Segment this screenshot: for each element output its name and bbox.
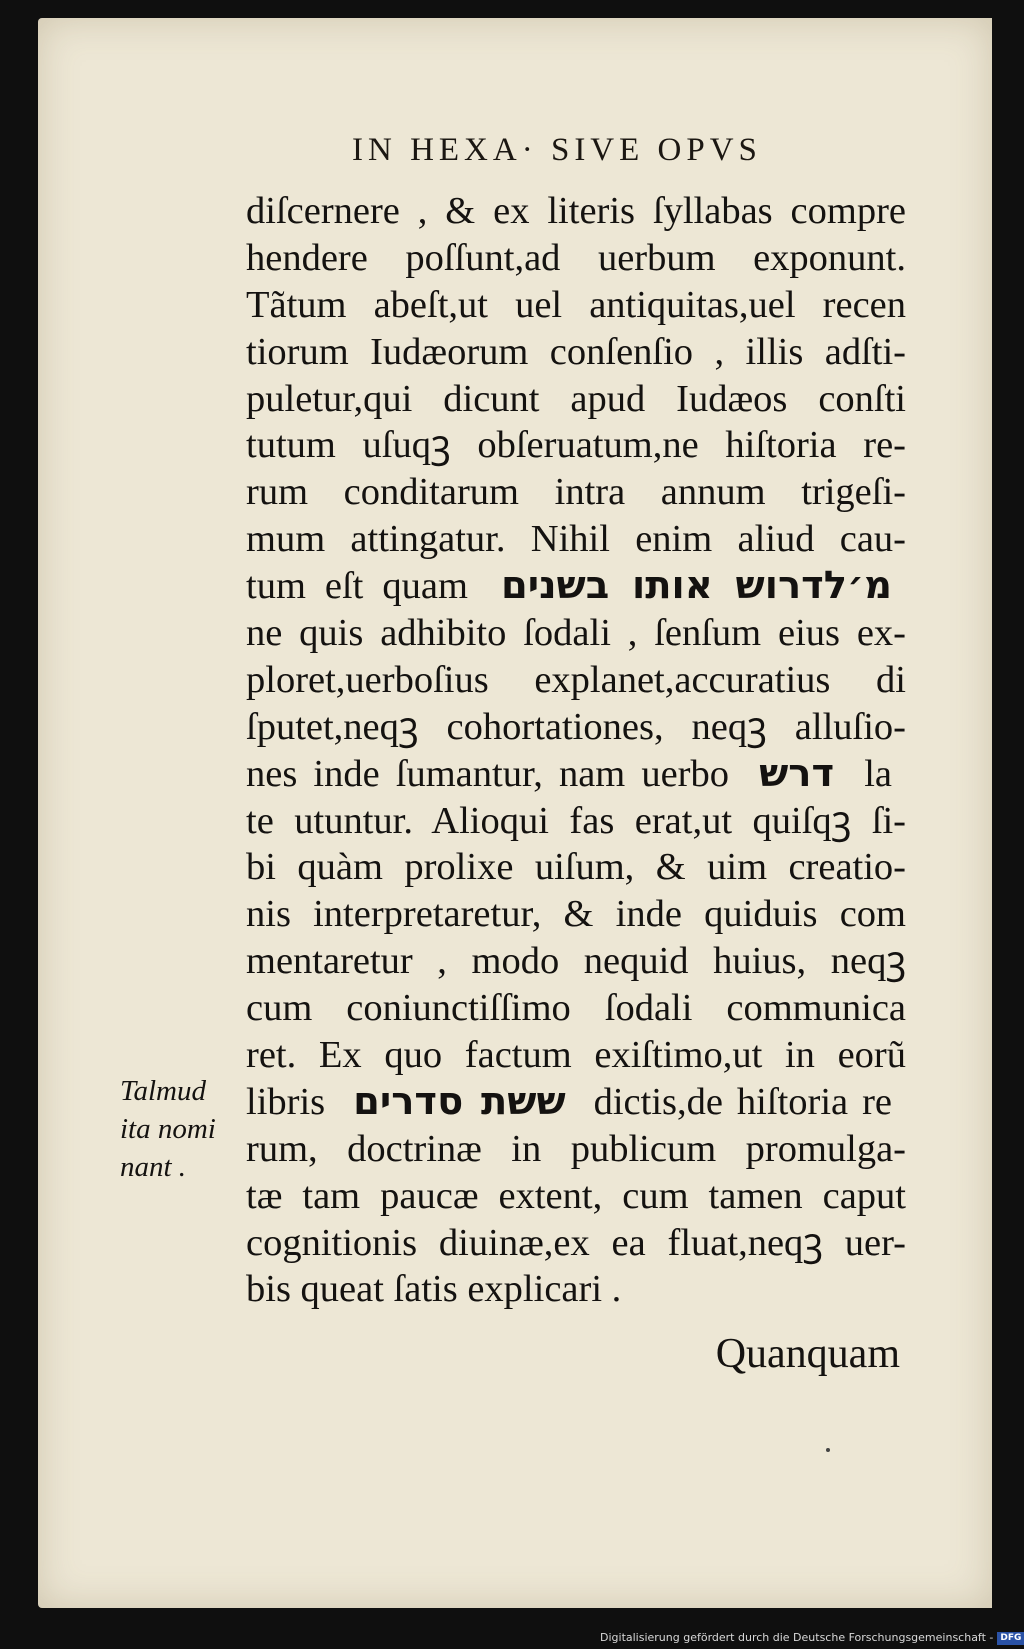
text-line: ſputet,neqꝫ cohortationes, neqꝫ alluſio-: [246, 705, 906, 748]
text-line: hendere poſſunt,ad uerbum exponunt.: [246, 236, 906, 279]
text-line: tiorum Iudæorum conſenſio , illis adſti-: [246, 330, 906, 373]
hebrew-phrase: מ׳לדרוש אותו בשנים: [500, 563, 892, 609]
line-text-after: dictis,de hiſtoria re: [593, 1080, 892, 1123]
text-line: mentaretur , modo nequid huius, neqꝫ: [246, 940, 906, 983]
marginal-note: [120, 1072, 235, 1186]
marginal-line: Talmud: [120, 1075, 206, 1107]
text-line-with-hebrew: [246, 1079, 906, 1126]
text-line-with-hebrew: [246, 563, 906, 610]
digitization-footer: [600, 1628, 1022, 1648]
text-line: rum conditarum intra annum trigeſi-: [246, 471, 906, 514]
text-line: cum coniunctiſſimo ſodali communica: [246, 987, 906, 1030]
hebrew-word: דרש: [759, 750, 835, 796]
text-line: ret. Ex quo factum exiſtimo,ut in eorũ: [246, 1034, 906, 1077]
text-line: bis queat ſatis explicari .: [246, 1268, 622, 1311]
line-text: tum eſt quam: [246, 565, 468, 608]
text-line: tutum uſuqꝫ obſeruatum,ne hiſtoria re-: [246, 424, 906, 467]
text-line-with-hebrew: [246, 751, 906, 798]
line-text-after: la: [864, 752, 892, 795]
line-text: libris: [246, 1080, 326, 1123]
running-head: IN HEXA· SIVE OPVS: [352, 132, 762, 168]
text-line: diſcernere , & ex literis ſyllabas compre: [246, 190, 906, 232]
text-line: cognitionis diuinæ,ex ea fluat,neqꝫ uer-: [246, 1221, 906, 1264]
ink-speck: [826, 1448, 830, 1452]
text-line: puletur,qui dicunt apud Iudæos conſti: [246, 377, 906, 420]
text-line: te utuntur. Alioqui fas erat,ut quiſqꝫ ſi-: [246, 799, 906, 842]
text-line: rum, doctrinæ in publicum promulga-: [246, 1127, 906, 1170]
dfg-logo: DFG: [997, 1632, 1024, 1645]
body-text: [246, 188, 906, 1313]
line-text: nes inde ſumantur, nam uerbo: [246, 752, 729, 795]
footer-text: Digitalisierung gefördert durch die Deutsche Forschungsgemeinschaft -: [600, 1631, 994, 1644]
hebrew-phrase: ששת סדרים: [353, 1078, 566, 1124]
text-line: tæ tam paucæ extent, cum tamen caput: [246, 1174, 906, 1217]
text-line: mum attingatur. Nihil enim aliud cau-: [246, 518, 906, 561]
text-line: ploret,uerboſius explanet,accuratius di: [246, 658, 906, 701]
marginal-line: ita nomi: [120, 1113, 216, 1145]
text-line: nis interpretaretur, & inde quiduis com: [246, 893, 906, 936]
text-line: bi quàm prolixe uiſum, & uim creatio-: [246, 846, 906, 889]
text-line: ne quis adhibito ſodali , ſenſum eius ex-: [246, 612, 906, 655]
marginal-line: nant .: [120, 1151, 187, 1183]
catchword: Quanquam: [715, 1331, 900, 1377]
text-line: Tãtum abeſt,ut uel antiquitas,uel recen: [246, 283, 906, 326]
